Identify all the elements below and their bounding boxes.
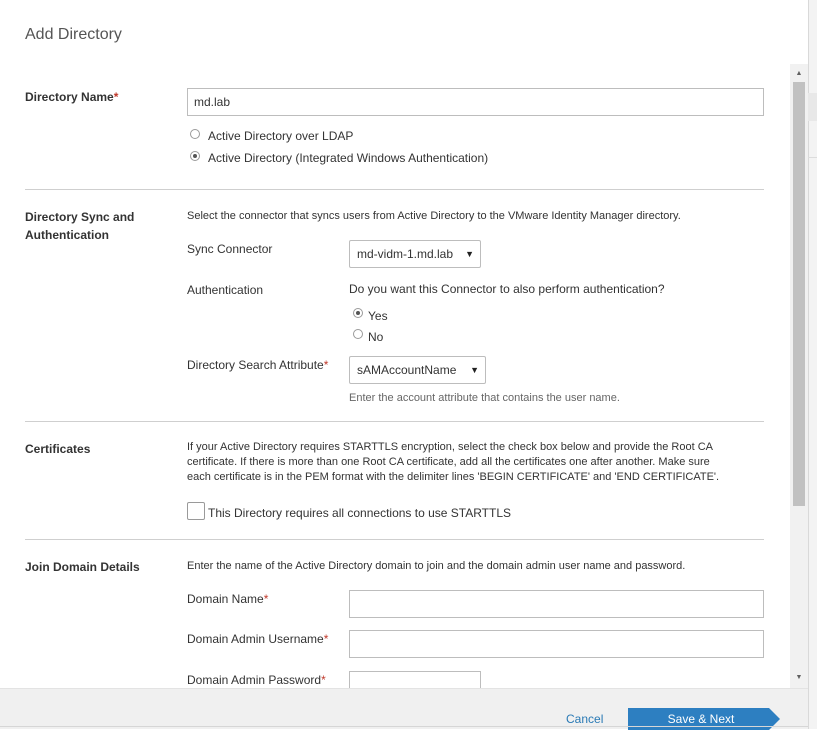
sync-connector-value: md-vidm-1.md.lab — [357, 247, 454, 261]
domain-admin-username-input[interactable] — [349, 630, 764, 658]
cancel-button[interactable]: Cancel — [566, 712, 604, 726]
sync-section-label-line2: Authentication — [25, 228, 109, 242]
certificates-description-line1: If your Active Directory requires STARTTLS encryption, select the check box below and provide the Root CA — [187, 441, 714, 453]
radio-auth-no[interactable] — [353, 329, 363, 339]
search-attribute-label — [187, 358, 328, 372]
search-attribute-value: sAMAccountName — [357, 363, 457, 377]
caret-down-icon: ▼ — [465, 249, 474, 259]
dialog-footer — [0, 688, 808, 729]
required-mark: * — [323, 632, 329, 646]
domain-admin-password-label-text: Domain Admin Password — [187, 673, 322, 687]
domain-admin-username-label-text: Domain Admin Username — [187, 632, 324, 646]
radio-ldap[interactable] — [190, 129, 200, 139]
sync-section-label — [25, 208, 134, 244]
arrow-down-icon[interactable]: ▼ — [795, 674, 803, 681]
domain-name-label-text: Domain Name — [187, 592, 264, 606]
certificates-description-line3: each certificate is in the PEM format with the delimiter lines 'BEGIN CERTIFICATE' and 'END CERTIFICATE'. — [187, 471, 720, 483]
directory-name-label — [25, 88, 118, 106]
sync-connector-select[interactable] — [349, 240, 481, 268]
join-domain-section-label: Join Domain Details — [25, 560, 140, 574]
divider — [25, 539, 764, 540]
background-page-peek-line — [808, 157, 817, 158]
form-scroll-area[interactable] — [0, 64, 790, 688]
required-mark: * — [263, 592, 269, 606]
radio-auth-no-label[interactable]: No — [368, 330, 384, 344]
domain-admin-password-label — [187, 673, 326, 687]
required-mark: * — [113, 90, 119, 104]
radio-auth-yes-label[interactable]: Yes — [368, 309, 388, 323]
required-mark: * — [321, 673, 326, 687]
authentication-question: Do you want this Connector to also perform authentication? — [349, 282, 665, 296]
radio-iwa[interactable] — [190, 151, 200, 161]
radio-iwa-label[interactable]: Active Directory (Integrated Windows Authentication) — [208, 151, 489, 165]
arrow-up-icon[interactable]: ▲ — [795, 70, 803, 77]
sync-section-label-line1: Directory Sync and — [25, 210, 135, 224]
save-next-button-label: Save & Next — [667, 712, 735, 726]
starttls-checkbox-label[interactable]: This Directory requires all connections to use STARTTLS — [208, 506, 512, 520]
domain-admin-password-input[interactable] — [349, 671, 481, 688]
starttls-checkbox[interactable] — [187, 502, 205, 520]
search-attribute-help: Enter the account attribute that contains the user name. — [349, 392, 620, 404]
dialog-title: Add Directory — [25, 26, 122, 43]
domain-admin-username-label — [187, 632, 328, 646]
form-scrollbar[interactable] — [790, 64, 808, 688]
join-domain-description: Enter the name of the Active Directory domain to join and the domain admin user name and password. — [187, 560, 686, 572]
sync-connector-label: Sync Connector — [187, 242, 273, 256]
certificates-section-label: Certificates — [25, 442, 91, 456]
certificates-description-line2: certificate. If there is more than one Root CA certificate, add all the certificates one after another. Make sure — [187, 456, 710, 468]
search-attribute-select[interactable] — [349, 356, 486, 384]
domain-name-input[interactable] — [349, 590, 764, 618]
radio-ldap-label[interactable]: Active Directory over LDAP — [208, 129, 354, 143]
domain-name-label — [187, 592, 268, 606]
background-page-peek — [808, 93, 817, 121]
directory-name-input[interactable]: md.lab — [187, 88, 764, 116]
radio-auth-yes[interactable] — [353, 308, 363, 318]
directory-name-label-text: Directory Name — [25, 90, 114, 104]
caret-down-icon: ▼ — [470, 365, 479, 375]
footer-bottom-border — [0, 726, 808, 727]
search-attribute-label-text: Directory Search Attribute — [187, 358, 324, 372]
required-mark: * — [323, 358, 329, 372]
divider — [25, 189, 764, 190]
scrollbar-thumb[interactable] — [793, 82, 805, 506]
certificates-description — [187, 440, 719, 485]
divider — [25, 421, 764, 422]
authentication-label: Authentication — [187, 283, 264, 297]
sync-description: Select the connector that syncs users from Active Directory to the VMware Identity Manager directory. — [187, 210, 681, 222]
